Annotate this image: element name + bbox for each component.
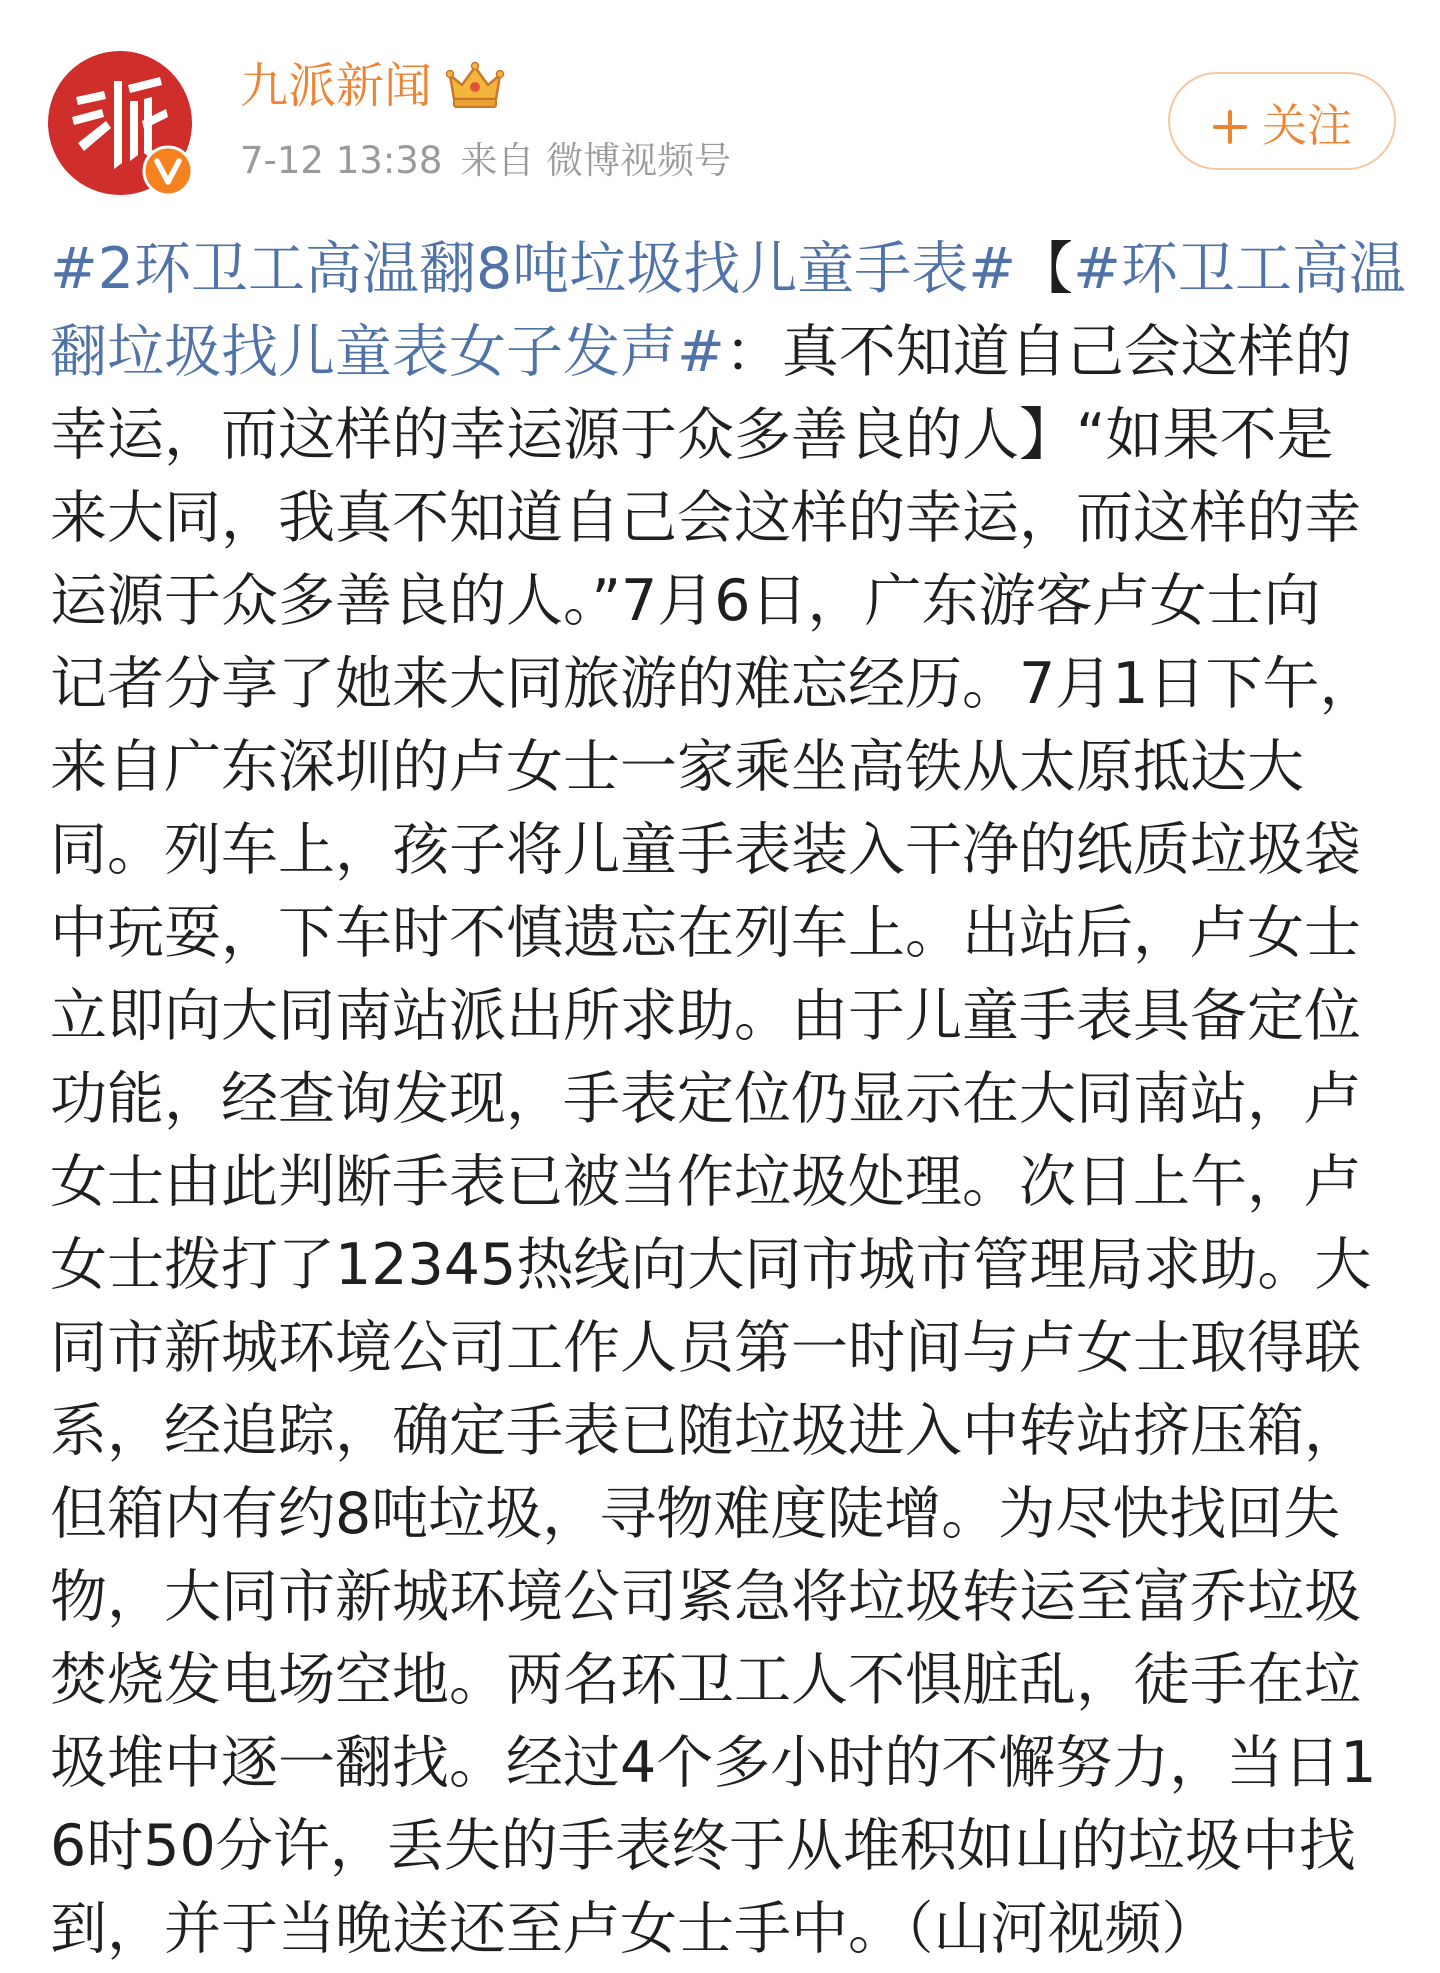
post-text: 同。列车上，孩子将儿童手表装入干净的纸质垃圾袋 — [50, 817, 1361, 883]
vip-crown-icon[interactable] — [444, 61, 506, 111]
post-text: 记者分享了她来大同旅游的难忘经历。7月1日下午， — [50, 651, 1377, 717]
post-text-line — [50, 1805, 1430, 1888]
post-text: 立即向大同南站派出所求助。由于儿童手表具备定位 — [50, 983, 1361, 1049]
post-text: 中玩耍，下车时不慎遗忘在列车上。出站后，卢女士 — [50, 900, 1361, 966]
account-name-row — [240, 56, 506, 116]
post-text-line — [50, 1473, 1430, 1556]
post-source: 来自 微博视频号 — [460, 139, 732, 182]
topic-link[interactable]: #环卫工高温 — [1073, 236, 1406, 302]
post-text-line — [50, 228, 1430, 311]
post-text: 【 — [1016, 236, 1074, 302]
post-body — [50, 228, 1430, 1971]
avatar[interactable] — [48, 51, 192, 195]
topic-link[interactable]: #2环卫工高温翻8吨垃圾找儿童手表# — [50, 236, 1017, 302]
post-text: 女士由此判断手表已被当作垃圾处理。次日上午，卢 — [50, 1149, 1361, 1215]
post-text-line — [50, 1639, 1430, 1722]
post-text-line — [50, 1888, 1430, 1971]
post-text-line — [50, 975, 1430, 1058]
post-meta — [240, 136, 731, 186]
post-text-line — [50, 726, 1430, 809]
plus-icon — [1212, 103, 1248, 139]
post-text: 圾堆中逐一翻找。经过4个多小时的不懈努力，当日1 — [50, 1730, 1377, 1796]
post-text: 到，并于当晚送还至卢女士手中。（山河视频） — [50, 1896, 1219, 1962]
post-text-line — [50, 394, 1430, 477]
post-text-line — [50, 477, 1430, 560]
topic-link[interactable]: 翻垃圾找儿童表女子发声# — [50, 319, 725, 385]
post-text-line — [50, 1058, 1430, 1141]
post-text-line — [50, 809, 1430, 892]
post-text: 来大同，我真不知道自己会这样的幸运，而这样的幸 — [50, 485, 1361, 551]
account-name[interactable]: 九派新闻 — [240, 58, 433, 114]
post-timestamp: 7-12 13:38 — [240, 139, 443, 182]
post-text: 焚烧发电场空地。两名环卫工人不惧脏乱，徒手在垃 — [50, 1647, 1361, 1713]
post-text-line — [50, 643, 1430, 726]
post-text-line — [50, 1224, 1430, 1307]
post-text-line — [50, 1390, 1430, 1473]
post-text: 但箱内有约8吨垃圾，寻物难度陡增。为尽快找回失 — [50, 1481, 1341, 1547]
post-text-line — [50, 1141, 1430, 1224]
post-text: 系，经追踪，确定手表已随垃圾进入中转站挤压箱， — [50, 1398, 1361, 1464]
post-text: 来自广东深圳的卢女士一家乘坐高铁从太原抵达大 — [50, 734, 1304, 800]
post-text-line — [50, 1556, 1430, 1639]
verified-v-icon — [142, 145, 194, 197]
post-text-line — [50, 892, 1430, 975]
post-text: ：真不知道自己会这样的 — [724, 319, 1352, 385]
post-text: 功能，经查询发现，手表定位仍显示在大同南站，卢 — [50, 1066, 1361, 1132]
post-text: 物，大同市新城环境公司紧急将垃圾转运至富乔垃圾 — [50, 1564, 1361, 1630]
follow-button-label: 关注 — [1261, 98, 1352, 152]
follow-button[interactable] — [1168, 72, 1396, 170]
post-text: 女士拨打了12345热线向大同市城市管理局求助。大 — [50, 1232, 1372, 1298]
post-text: 6时50分许，丢失的手表终于从堆积如山的垃圾中找 — [50, 1813, 1356, 1879]
post-text: 幸运，而这样的幸运源于众多善良的人】“如果不是 — [50, 402, 1334, 468]
post-text-line — [50, 1722, 1430, 1805]
post-text-line — [50, 560, 1430, 643]
post-text-line — [50, 1307, 1430, 1390]
post-text: 运源于众多善良的人。”7月6日，广东游客卢女士向 — [50, 568, 1321, 634]
post-text: 同市新城环境公司工作人员第一时间与卢女士取得联 — [50, 1315, 1361, 1381]
post-text-line — [50, 311, 1430, 394]
